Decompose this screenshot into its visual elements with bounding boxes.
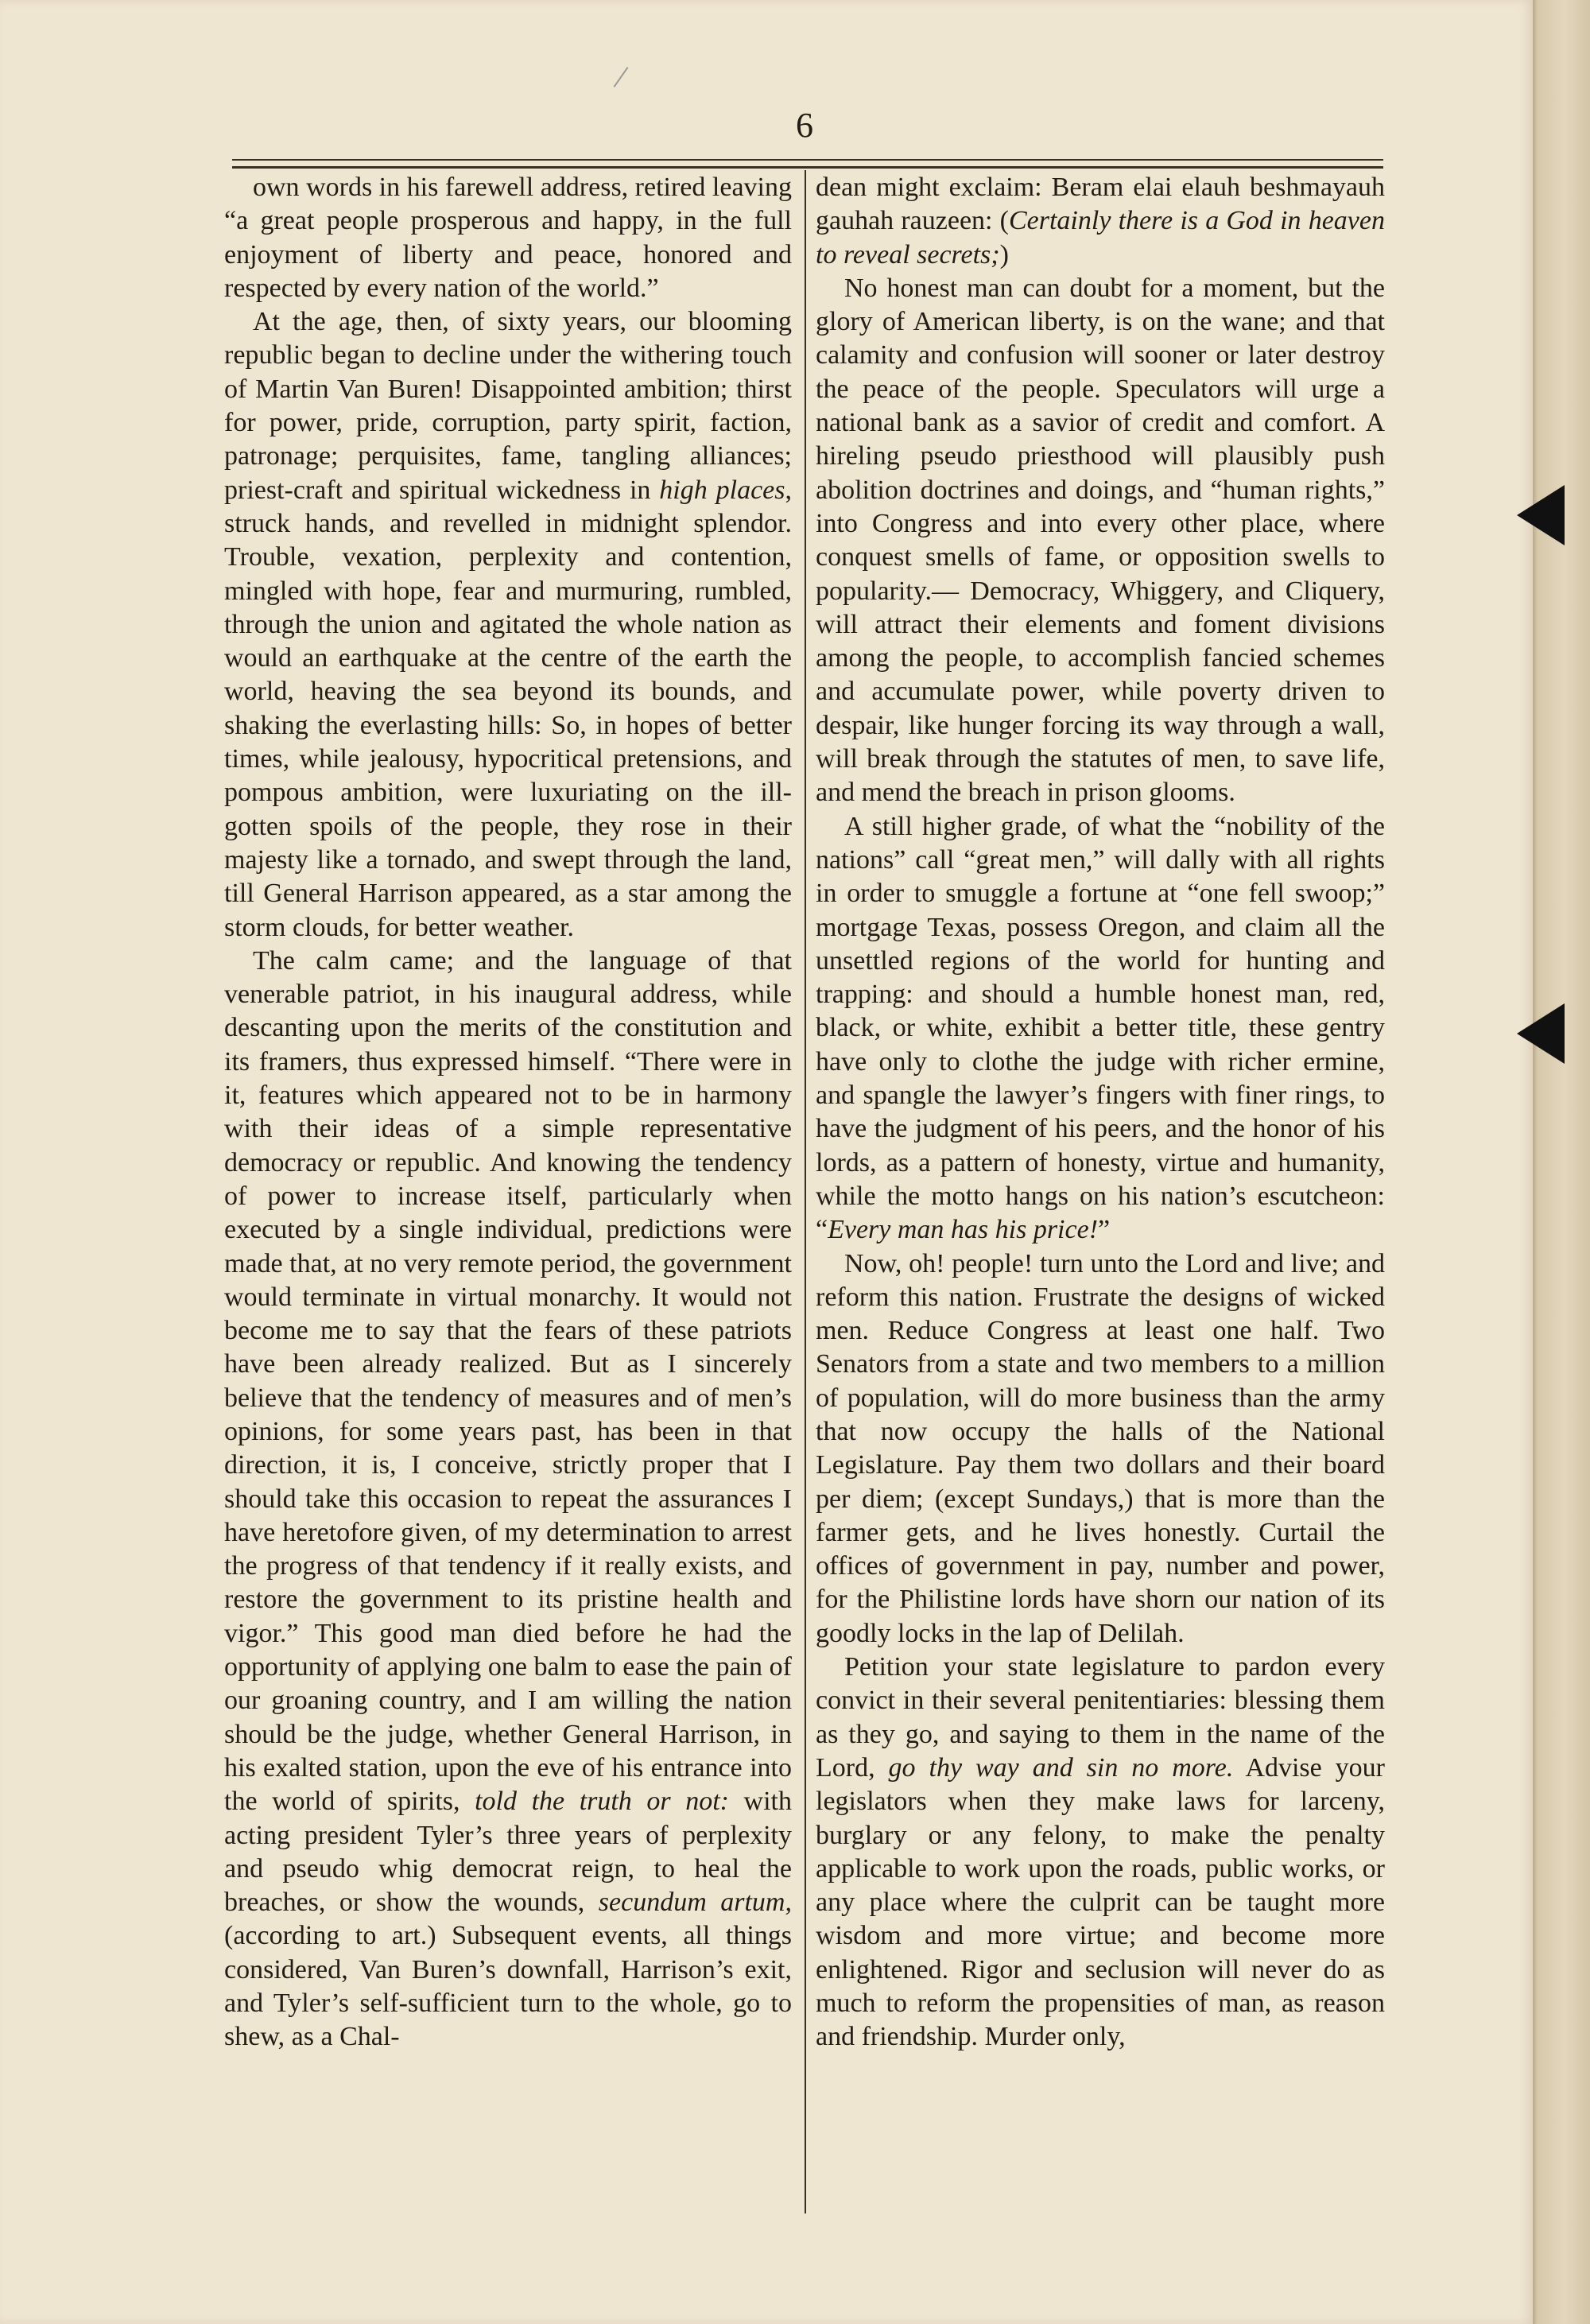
text-run: own words in his farewell address, retired leaving “a great people prosperous and happy, in the full enjoyment of liberty and peace, honored and respected by every nation of the world.” [224,173,792,303]
text-run: ” [1098,1215,1111,1245]
text-run: At the age, then, of sixty years, our blooming republic began to decline under the withering touch of Martin Van Buren! Disappointed ambition; thirst for power, pride, corruption, party spirit, faction, patronage; perquisites, fame, tangling alliances; priest-craft and spiritual wickedness in [224,307,792,505]
text-run: dean might exclaim: Beram elai elauh beshmayauh gauhah rauzeen: ( [816,173,1385,236]
text-run: with acting president Tyler’s three years of perplexity and pseudo whig democrat reign, to heal the breaches, or show the wounds, [224,1787,792,1918]
text-run: (according to art.) Subsequent events, all things considered, Van Buren’s downfall, Harrison’s exit, and Tyler’s self-sufficient turn to the whole, go to shew, as a Chal- [224,1921,792,2052]
italic-text: told the truth or not: [475,1787,729,1817]
page-gutter [1533,0,1590,2324]
italic-text: Every man has his price! [828,1215,1099,1245]
text-run: The calm came; and the language of that venerable patriot, in his inaugural address, while descanting upon the merits of the constitution and its framers, thus expressed himself. “There were in it, features which appeared not to be in harmony with their ideas of a simple representative democracy or republic. And knowing the tendency of power to increase itself, particularly when executed by a single individual, predictions were made that, at no very remote period, the government would terminate in virtual monarchy. It would not become me to say that the fears of these patriots have been already realized. But as I sincerely believe that the tendency of measures and of men’s opinions, for some years past, has been in that direction, it is, I conceive, strictly proper that I should take this occasion to repeat the assurances I have heretofore given, of my determination to arrest the progress of that tendency if it really exists, and restore the government to its pristine health and vigor.” This good man died before he had the opportunity of applying one balm to ease the pain of our groaning country, and I am willing the nation should be the judge, whether General Harrison, in his exalted station, upon the eve of his entrance into the world of spirits, [224,945,792,1817]
right-column [816,171,1385,2054]
italic-text: go thy way and sin no more. [888,1752,1234,1783]
page-number: 6 [796,106,813,145]
paragraph [816,810,1385,1247]
paragraph [816,1651,1385,2054]
paragraph [816,171,1385,272]
italic-text: high places [659,475,785,505]
paragraph [816,272,1385,810]
paragraph [224,171,792,305]
text-run: Petition your state legislature to pardon every convict in their several penitentiaries: blessing them as they go, and saying to them in the name of the Lord, [816,1652,1385,1783]
paragraph [224,945,792,2054]
text-run: , struck hands, and revelled in midnight splendor. Trouble, vexation, perplexity and contention, mingled with hope, fear and murmuring, rumbled, through the union and agitated the whole nation as would an earthquake at the centre of the earth the world, heaving the sea beyond its bounds, and shaking the everlasting hills: So, in hopes of better times, while jealousy, hypocritical pretensions, and pompous ambition, were luxuriating on the ill-gotten spoils of the people, they rose in their majesty like a tornado, and swept through the land, till General Harrison appeared, as a star among the storm clouds, for better weather. [224,475,792,942]
header-rule [232,159,1383,169]
paragraph [224,305,792,945]
text-run: Advise your legislators when they make laws for larceny, burglary or any felony, to make the penalty applicable to work upon the roads, public works, or any place where the culprit can be taught more wisdom and more virtue; and become more enlightened. Rigor and seclusion will never do as much to reform the propensities of man, as reason and friendship. Murder only, [816,1752,1385,2052]
text-run: ) [999,239,1009,270]
left-column [224,171,792,2054]
binding-notch [1517,1003,1565,1064]
column-divider [805,170,806,2213]
text-run: Now, oh! people! turn unto the Lord and live; and reform this nation. Frustrate the designs of wicked men. Reduce Congress at least one half. Two Senators from a state and two members to a million of population, will do more business than the army that now occupy the halls of the National Legislature. Pay them two dollars and their board per diem; (except Sundays,) that is more than the farmer gets, and he lives honestly. Curtail the offices of government in pay, number and power, for the Philistine lords have shorn our nation of its goodly locks in the lap of Delilah. [816,1248,1385,1648]
text-run: A still higher grade, of what the “nobility of the nations” call “great men,” will dally with all rights in order to smuggle a fortune at “one fell swoop;” mortgage Texas, possess Oregon, and claim all the unsettled regions of the world for hunting and trapping: and should a humble honest man, red, black, or white, exhibit a better title, these gentry have only to clothe the judge with richer ermine, and spangle the lawyer’s fingers with finer rings, to have the judgment of his peers, and the honor of his lords, as a pattern of honesty, virtue and humanity, while the motto hangs on his nation’s escutcheon: “ [816,811,1385,1245]
paragraph [816,1247,1385,1651]
text-run: No honest man can doubt for a moment, but the glory of American liberty, is on the wane; and that calamity and confusion will sooner or later destroy the peace of the people. Speculators will urge a national bank as a savior of credit and comfort. A hireling pseudo priesthood will plausibly push abolition doctrines and doings, and “human rights,” into Congress and into every other place, where conquest smells of fame, or opposition swells to popularity.— Democracy, Whiggery, and Cliquery, will attract their elements and foment divisions among the people, to accomplish fancied schemes and accumulate power, while poverty driven to despair, like hunger forcing its way through a wall, will break through the statutes of men, to save life, and mend the breach in prison glooms. [816,273,1385,808]
italic-text: secundum artum, [598,1888,792,1918]
italic-text: Certainly there is a God in heaven to reveal secrets; [816,206,1385,270]
stray-mark [614,67,629,87]
binding-notch [1517,485,1565,545]
